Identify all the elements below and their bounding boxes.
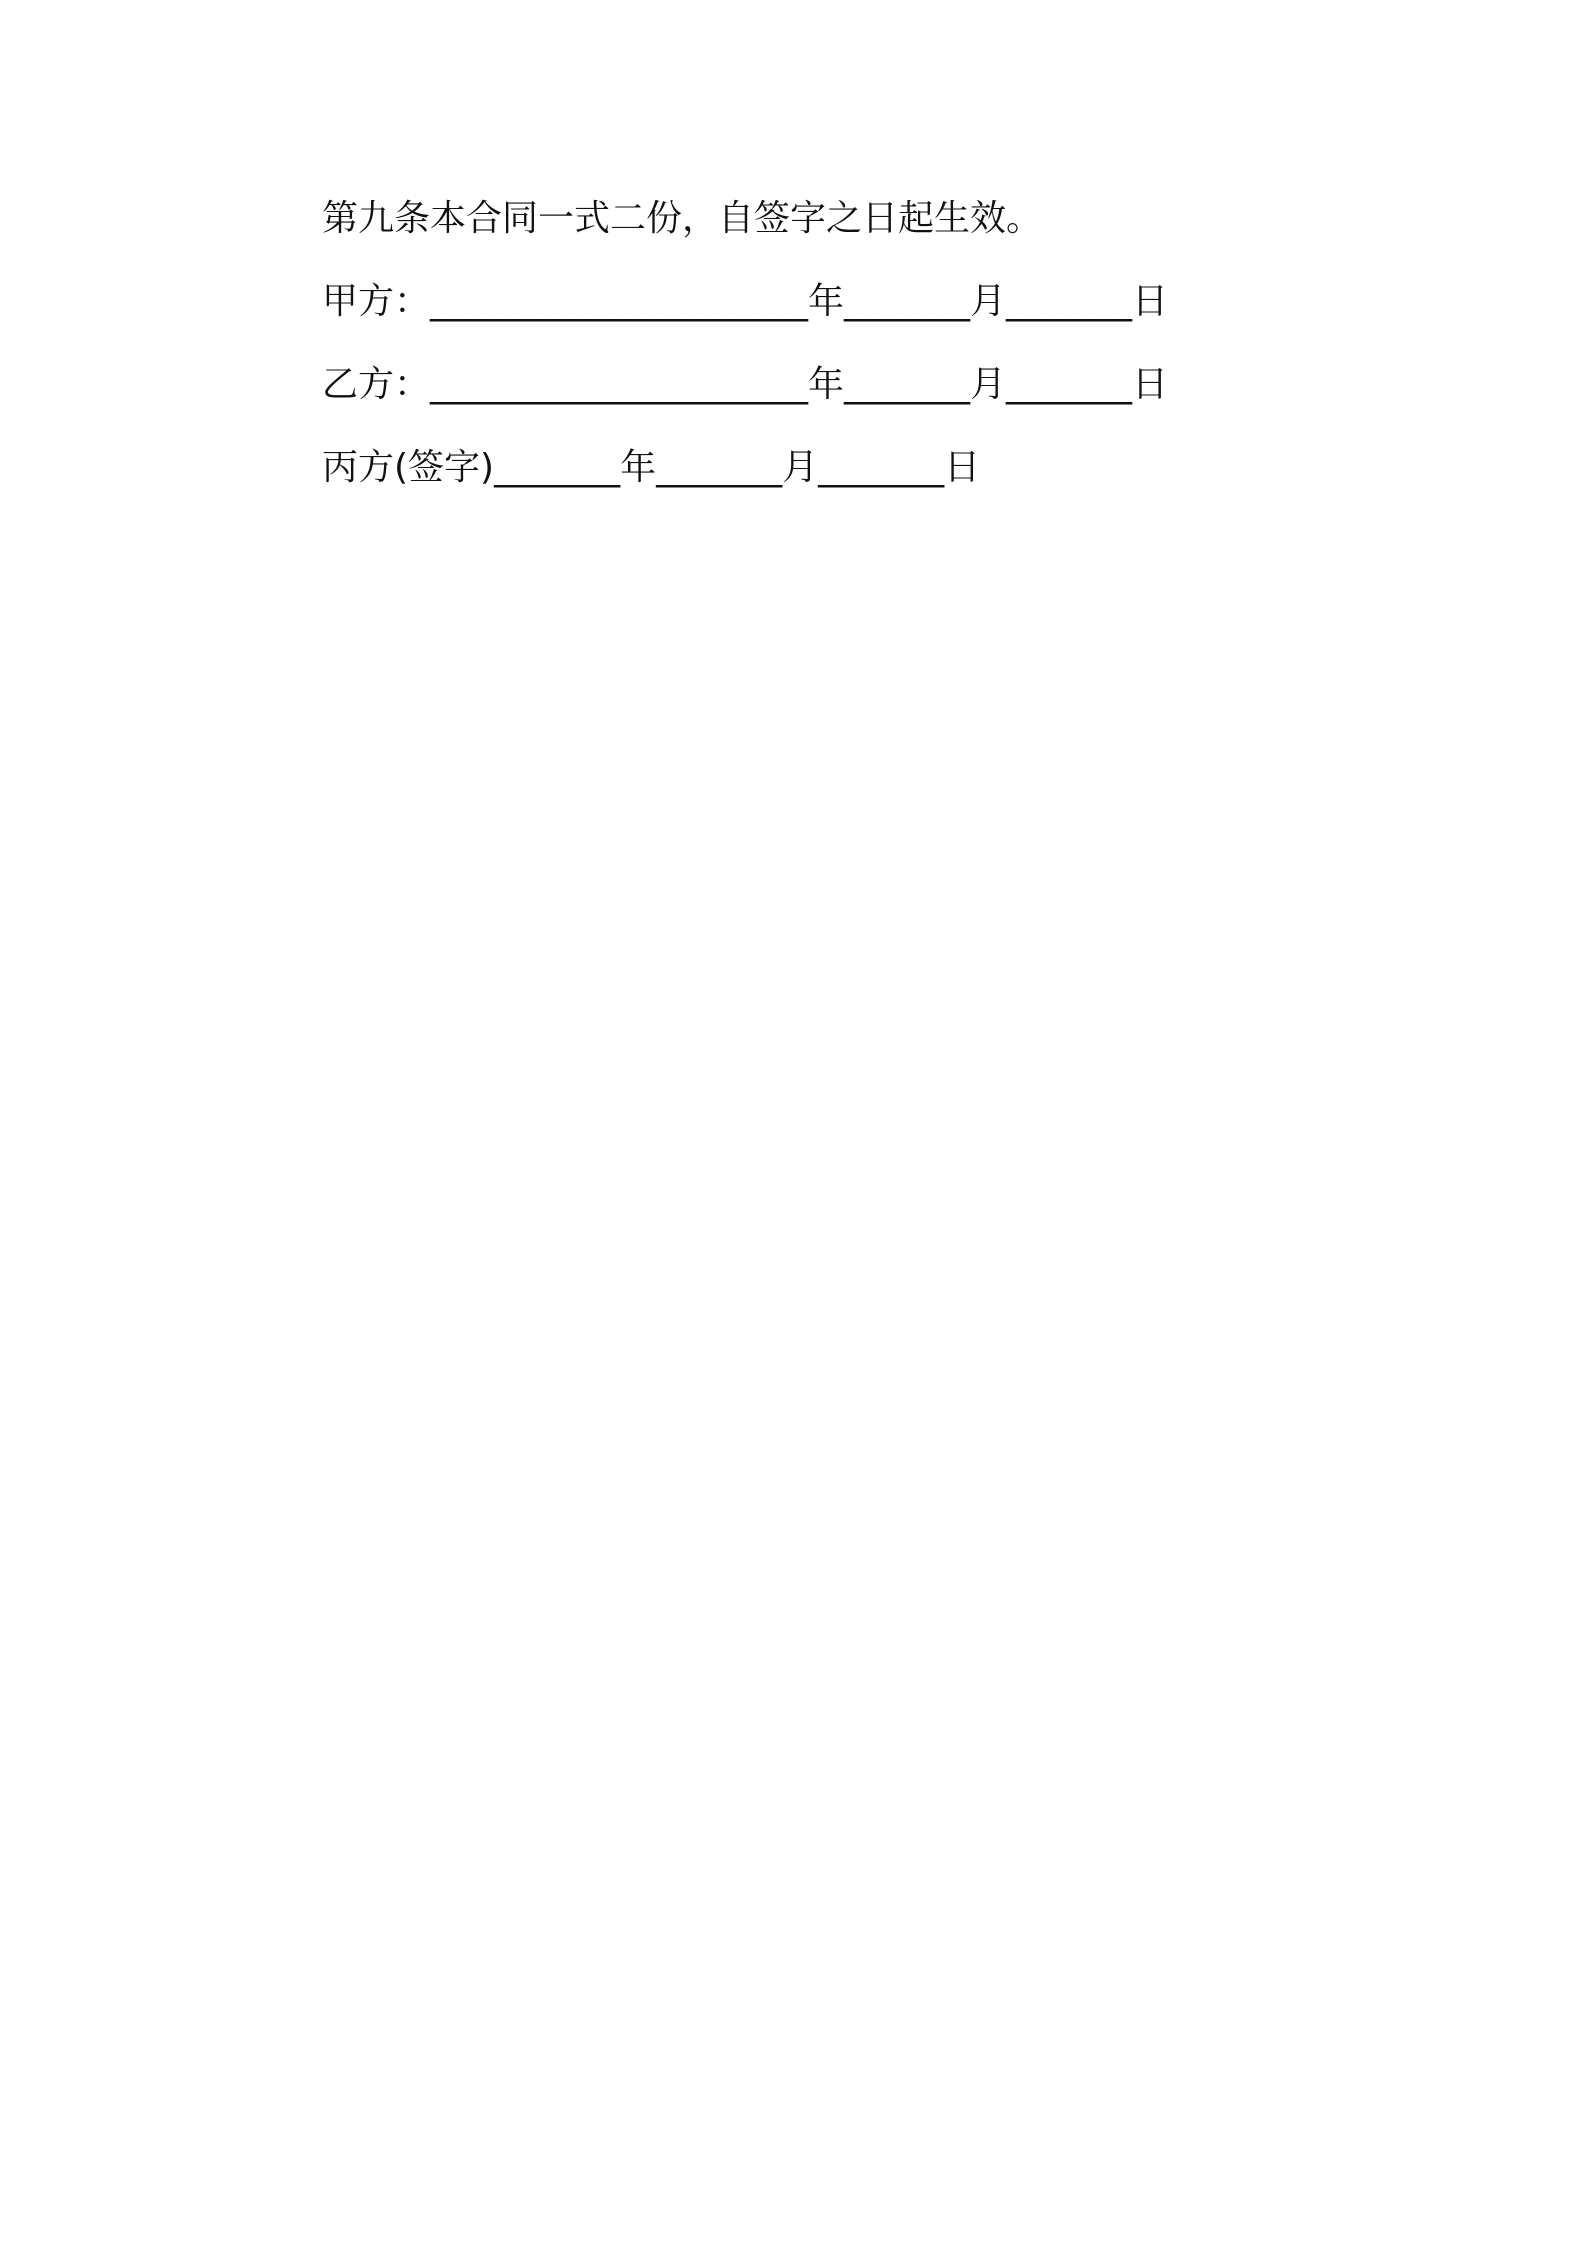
party-a-signature-line: 甲方：_____________________年_______月_______日: [322, 281, 1169, 322]
clause-nine-text: 第九条本合同一式二份，自签字之日起生效。: [322, 198, 1043, 239]
party-b-signature-line: 乙方：_____________________年_______月_______日: [322, 364, 1169, 405]
document-body: [322, 197, 1322, 490]
party-c-signature-line: 丙方(签字)_______年_______月_______日: [322, 447, 981, 488]
